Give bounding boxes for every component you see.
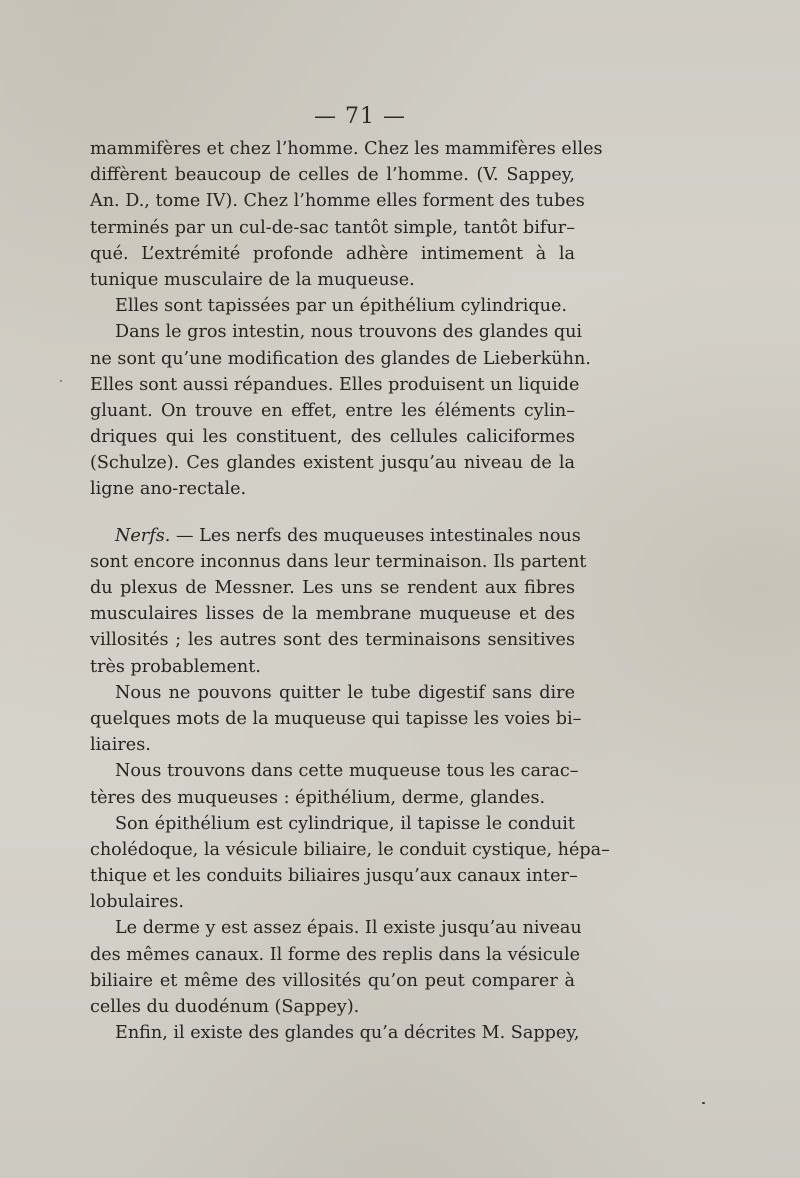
text-line: Le derme y est assez épais. Il existe jusqu’au niveau (115, 918, 582, 939)
paragraph (90, 1020, 580, 1046)
text-line (90, 523, 581, 549)
text-line: tères des muqueuses : épithélium, derme, glandes. (90, 787, 546, 808)
paragraph (90, 811, 610, 916)
text-line: cholédoque, la vésicule biliaire, le conduit cystique, hépa– (90, 839, 610, 860)
text-line: terminés par un cul-de-sac tantôt simple, tantôt bifur– (90, 217, 575, 238)
text-line: lobulaires. (90, 892, 184, 913)
paper-speck (60, 380, 62, 382)
text-line: diffèrent beaucoup de celles de l’homme. (V. Sappey, (90, 165, 575, 186)
text-line: musculaires lisses de la membrane muqueuse et des (90, 604, 575, 625)
text-line: liaires. (90, 735, 151, 756)
text-line: Dans le gros intestin, nous trouvons des glandes qui (115, 322, 583, 343)
text-line: ligne ano-rectale. (90, 479, 247, 500)
section-heading: Nerfs. (115, 525, 171, 546)
paragraph (90, 293, 575, 319)
paragraph-nerfs (90, 523, 587, 680)
text-line: qué. L’extrémité profonde adhère intimement à la (90, 243, 575, 264)
paragraph (90, 758, 579, 810)
text-line: celles du duodénum (Sappey). (90, 997, 360, 1017)
heading-continuation: — Les nerfs des muqueuses intestinales nous (170, 525, 581, 546)
text-line: Nous ne pouvons quitter le tube digestif sans dire (115, 682, 575, 703)
page-number: — 71 — (314, 104, 406, 129)
paragraph (90, 136, 603, 293)
text-line: biliaire et même des villosités qu’on peut comparer à (90, 970, 575, 991)
text-line: des mêmes canaux. Il forme des replis dans la vésicule (90, 944, 580, 965)
text-line: Enfin, il existe des glandes qu’a décrites M. Sappey, (115, 1023, 580, 1044)
text-line: sont encore inconnus dans leur terminaison. Ils partent (90, 551, 587, 572)
paragraph (90, 680, 582, 759)
text-line: tunique musculaire de la muqueuse. (90, 269, 415, 290)
paragraph (90, 319, 591, 502)
text-line: très probablement. (90, 656, 261, 677)
text-line: Elles sont aussi répandues. Elles produisent un liquide (90, 374, 580, 395)
text-line: du plexus de Messner. Les uns se rendent aux fibres (90, 578, 575, 598)
text-line: An. D., tome IV). Chez l’homme elles forment des tubes (90, 191, 585, 212)
text-line: Nous trouvons dans cette muqueuse tous les carac– (115, 761, 579, 782)
text-line: (Schulze). Ces glandes existent jusqu’au niveau de la (90, 453, 575, 474)
text-line: Elles sont tapissées par un épithélium cylindrique. (115, 296, 567, 317)
text-line: Son épithélium est cylindrique, il tapisse le conduit (115, 813, 575, 834)
text-line: mammifères et chez l’homme. Chez les mammifères elles (90, 139, 603, 159)
body-text (90, 136, 610, 1046)
text-line: ne sont qu’une modification des glandes de Lieberkühn. (90, 348, 591, 369)
paragraph (90, 915, 582, 1020)
text-line: driques qui les constituent, des cellules caliciformes (90, 427, 575, 448)
text-line: gluant. On trouve en effet, entre les éléments cylin– (90, 400, 575, 421)
text-line: villosités ; les autres sont des terminaisons sensitives (90, 630, 575, 651)
text-line: quelques mots de la muqueuse qui tapisse les voies bi– (90, 708, 582, 729)
paper-speck (702, 1102, 705, 1104)
text-line: thique et les conduits biliaires jusqu’aux canaux inter– (90, 866, 578, 887)
